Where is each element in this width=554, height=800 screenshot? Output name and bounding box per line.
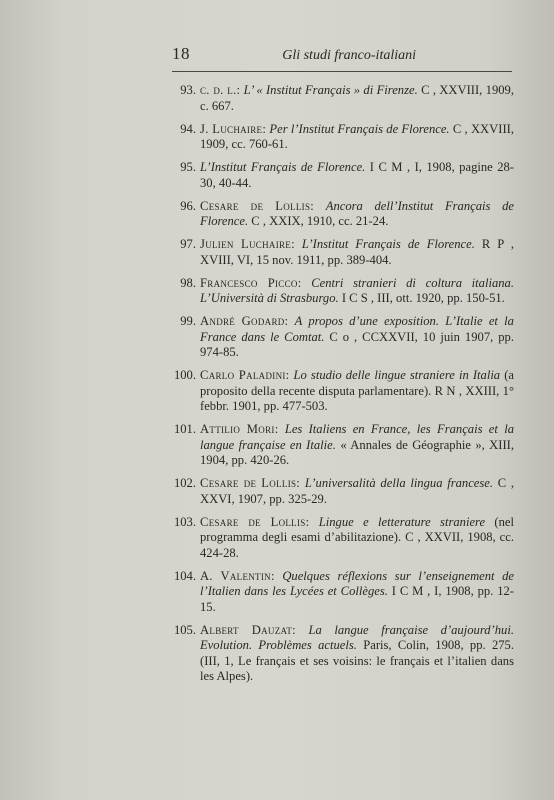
entry-title: L’universalità della lingua francese. bbox=[304, 476, 494, 490]
running-title: Gli studi franco-italiani bbox=[282, 48, 416, 63]
entry-reference: C , XXVIII, 1909, cc. 760-61. bbox=[200, 121, 514, 151]
entry-author: Carlo Paladini: bbox=[200, 368, 290, 382]
entry-reference: Paris, Colin, 1908, pp. 275. (III, 1, Le français et ses voisins: le français et l’italien dans les Alpes). bbox=[200, 638, 514, 683]
entry-number: 105. bbox=[173, 622, 196, 637]
entry-number: 100. bbox=[173, 368, 196, 382]
entry-reference: (nel programma degli esami d’abilitazione). C , XXVII, 1908, cc. 424-28. bbox=[200, 514, 515, 560]
entry-title: A propos d’une exposition. L’Italie et la France dans le Comtat. bbox=[200, 314, 514, 344]
entry-title: Per l’Institut Français de Florence. bbox=[269, 121, 450, 136]
entry-number: 103. bbox=[173, 514, 196, 529]
page-number: 18 bbox=[172, 44, 190, 63]
entry-reference: R P , XVIII, VI, 15 nov. 1911, pp. 389-404. bbox=[200, 237, 514, 267]
entry-title: Centri stranieri di coltura italiana. L’Università di Strasburgo. bbox=[200, 275, 515, 305]
bibliography-entry bbox=[0, 276, 554, 307]
entry-title: L’Institut Français de Florence. bbox=[200, 160, 366, 174]
bibliography-entry bbox=[0, 422, 554, 469]
entry-title: Lo studio delle lingue straniere in Italia bbox=[293, 368, 501, 382]
entry-reference: « Annales de Géographie », XIII, 1904, pp. 420-26. bbox=[200, 437, 514, 467]
entry-reference: C , XXVI, 1907, pp. 325-29. bbox=[200, 476, 515, 506]
bibliography-entry bbox=[0, 83, 554, 114]
entry-title: Lingue e letterature straniere bbox=[318, 514, 486, 529]
bibliography-entry bbox=[0, 515, 554, 562]
entry-number: 95. bbox=[180, 160, 196, 174]
entry-title: Les Italiens en France, les Français et la langue française en Italie. bbox=[200, 422, 515, 452]
bibliography-entry bbox=[0, 160, 554, 191]
entry-number: 104. bbox=[173, 568, 196, 583]
entry-title: Ancora dell’Institut Français de Florence. bbox=[200, 198, 514, 228]
entry-number: 97. bbox=[180, 237, 196, 251]
bibliography-entry bbox=[0, 122, 554, 153]
entry-author: A. Valentin: bbox=[200, 568, 275, 583]
entry-reference: C , XXIX, 1910, cc. 21-24. bbox=[251, 214, 389, 228]
entry-number: 93. bbox=[180, 83, 196, 97]
entry-reference: C , XXVIII, 1909, c. 667. bbox=[200, 83, 514, 113]
entry-title: Quelques réflexions sur l’enseignement de l’Italien dans les Lycées et Collèges. bbox=[200, 568, 514, 598]
entry-author: c. d. l.: bbox=[200, 83, 241, 97]
page-header bbox=[172, 44, 416, 64]
entry-author: Francesco Picco: bbox=[200, 275, 302, 290]
bibliography-entry bbox=[0, 623, 554, 685]
entry-reference: C o , CCXXVII, 10 juin 1907, pp. 974-85. bbox=[200, 329, 514, 359]
entry-title: L’ « Institut Français » di Firenze. bbox=[243, 83, 418, 97]
entry-number: 99. bbox=[180, 314, 196, 328]
bibliography-entry bbox=[0, 237, 554, 268]
bibliography-entry bbox=[0, 569, 554, 616]
entry-reference: I C M , I, 1908, pp. 12-15. bbox=[200, 584, 514, 614]
entry-author: Julien Luchaire: bbox=[200, 237, 295, 251]
entry-number: 94. bbox=[180, 121, 196, 136]
entry-author: Albert Dauzat: bbox=[200, 622, 296, 637]
bibliography-list bbox=[0, 83, 554, 692]
entry-author: Cesare de Lollis: bbox=[200, 198, 315, 213]
entry-number: 101. bbox=[173, 422, 196, 436]
header-rule bbox=[172, 71, 512, 72]
entry-title: La langue française d’aujourd’hui. Evolution. Problèmes actuels. bbox=[200, 622, 514, 652]
entry-title: L’Institut Français de Florence. bbox=[301, 237, 475, 251]
bibliography-entry bbox=[0, 199, 554, 230]
bibliography-entry bbox=[0, 476, 554, 507]
entry-number: 98. bbox=[180, 275, 196, 290]
entry-author: André Godard: bbox=[200, 314, 289, 328]
entry-reference: I C M , I, 1908, pagine 28-30, 40-44. bbox=[200, 160, 515, 190]
bibliography-entry bbox=[0, 368, 554, 415]
entry-reference: I C S , III, ott. 1920, pp. 150-51. bbox=[341, 291, 505, 305]
entry-author: J. Luchaire: bbox=[200, 121, 267, 136]
entry-author: Cesare de Lollis: bbox=[200, 514, 310, 529]
entry-number: 102. bbox=[173, 476, 196, 490]
entry-author: Attilio Mori: bbox=[200, 422, 279, 436]
entry-number: 96. bbox=[180, 198, 196, 213]
entry-reference: (a proposito della recente disputa parlamentare). R N , XXIII, 1° febbr. 1901, pp. 477-503. bbox=[200, 368, 514, 413]
entry-author: Cesare de Lollis: bbox=[200, 476, 301, 490]
bibliography-entry bbox=[0, 314, 554, 361]
